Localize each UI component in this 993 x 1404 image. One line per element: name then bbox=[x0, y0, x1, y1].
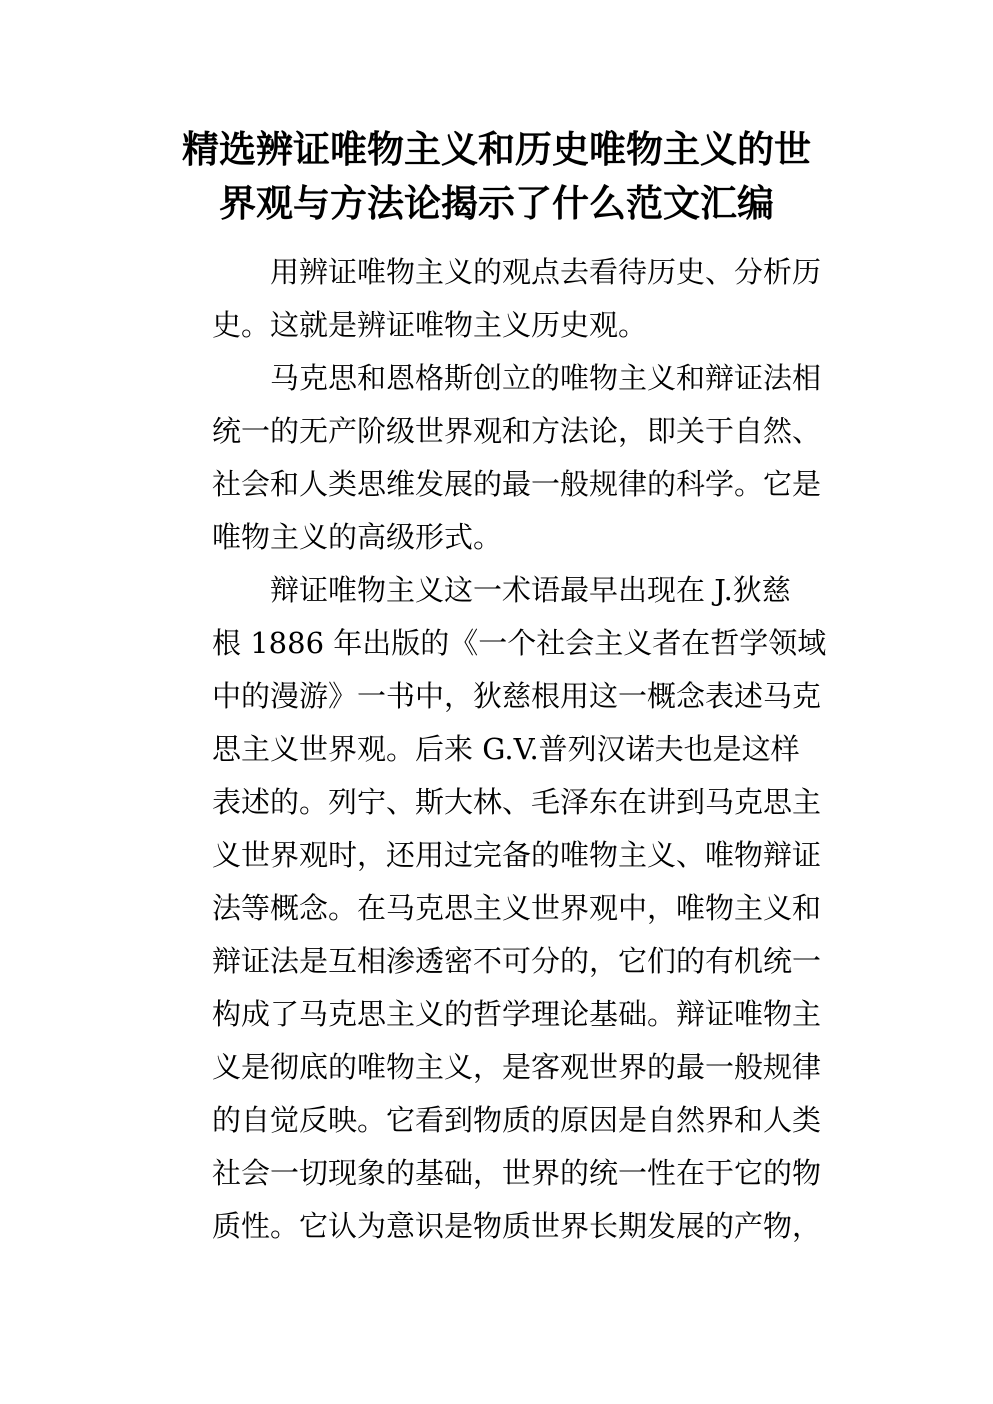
title-line-1: 精选辨证唯物主义和历史唯物主义的世 bbox=[182, 127, 811, 171]
paragraph-line: 质性。它认为意识是物质世界长期发展的产物， bbox=[212, 1209, 822, 1243]
paragraph-line: 构成了马克思主义的哲学理论基础。辩证唯物主 bbox=[212, 997, 822, 1031]
paragraph-line: 辩证法是互相渗透密不可分的，它们的有机统一 bbox=[212, 944, 822, 978]
title-line-2: 界观与方法论揭示了什么范文汇编 bbox=[219, 181, 774, 225]
paragraph-line: 辩证唯物主义这一术语最早出现在 J.狄慈 bbox=[270, 573, 791, 607]
paragraph-3 bbox=[212, 564, 842, 1253]
paragraph-line: 思主义世界观。后来 G.V.普列汉诺夫也是这样 bbox=[212, 732, 800, 766]
document-body bbox=[212, 246, 842, 1253]
paragraph-line: 义是彻底的唯物主义，是客观世界的最一般规律 bbox=[212, 1050, 822, 1084]
paragraph-line: 社会和人类思维发展的最一般规律的科学。它是 bbox=[212, 467, 822, 501]
paragraph-line: 的自觉反映。它看到物质的原因是自然界和人类 bbox=[212, 1103, 822, 1137]
paragraph-line: 法等概念。在马克思主义世界观中，唯物主义和 bbox=[212, 891, 822, 925]
paragraph-1 bbox=[212, 246, 842, 352]
document-title bbox=[150, 122, 843, 230]
paragraph-line: 社会一切现象的基础，世界的统一性在于它的物 bbox=[212, 1156, 822, 1190]
paragraph-line: 统一的无产阶级世界观和方法论，即关于自然、 bbox=[212, 414, 822, 448]
paragraph-line: 唯物主义的高级形式。 bbox=[212, 520, 503, 554]
paragraph-line: 马克思和恩格斯创立的唯物主义和辩证法相 bbox=[270, 361, 822, 395]
paragraph-2 bbox=[212, 352, 842, 564]
paragraph-line: 表述的。列宁、斯大林、毛泽东在讲到马克思主 bbox=[212, 785, 822, 819]
paragraph-line: 根 1886 年出版的《一个社会主义者在哲学领域 bbox=[212, 626, 827, 660]
paragraph-line: 义世界观时，还用过完备的唯物主义、唯物辩证 bbox=[212, 838, 822, 872]
paragraph-line: 史。这就是辨证唯物主义历史观。 bbox=[212, 308, 648, 342]
paragraph-line: 用辨证唯物主义的观点去看待历史、分析历 bbox=[270, 255, 822, 289]
paragraph-line: 中的漫游》一书中，狄慈根用这一概念表述马克 bbox=[212, 679, 822, 713]
